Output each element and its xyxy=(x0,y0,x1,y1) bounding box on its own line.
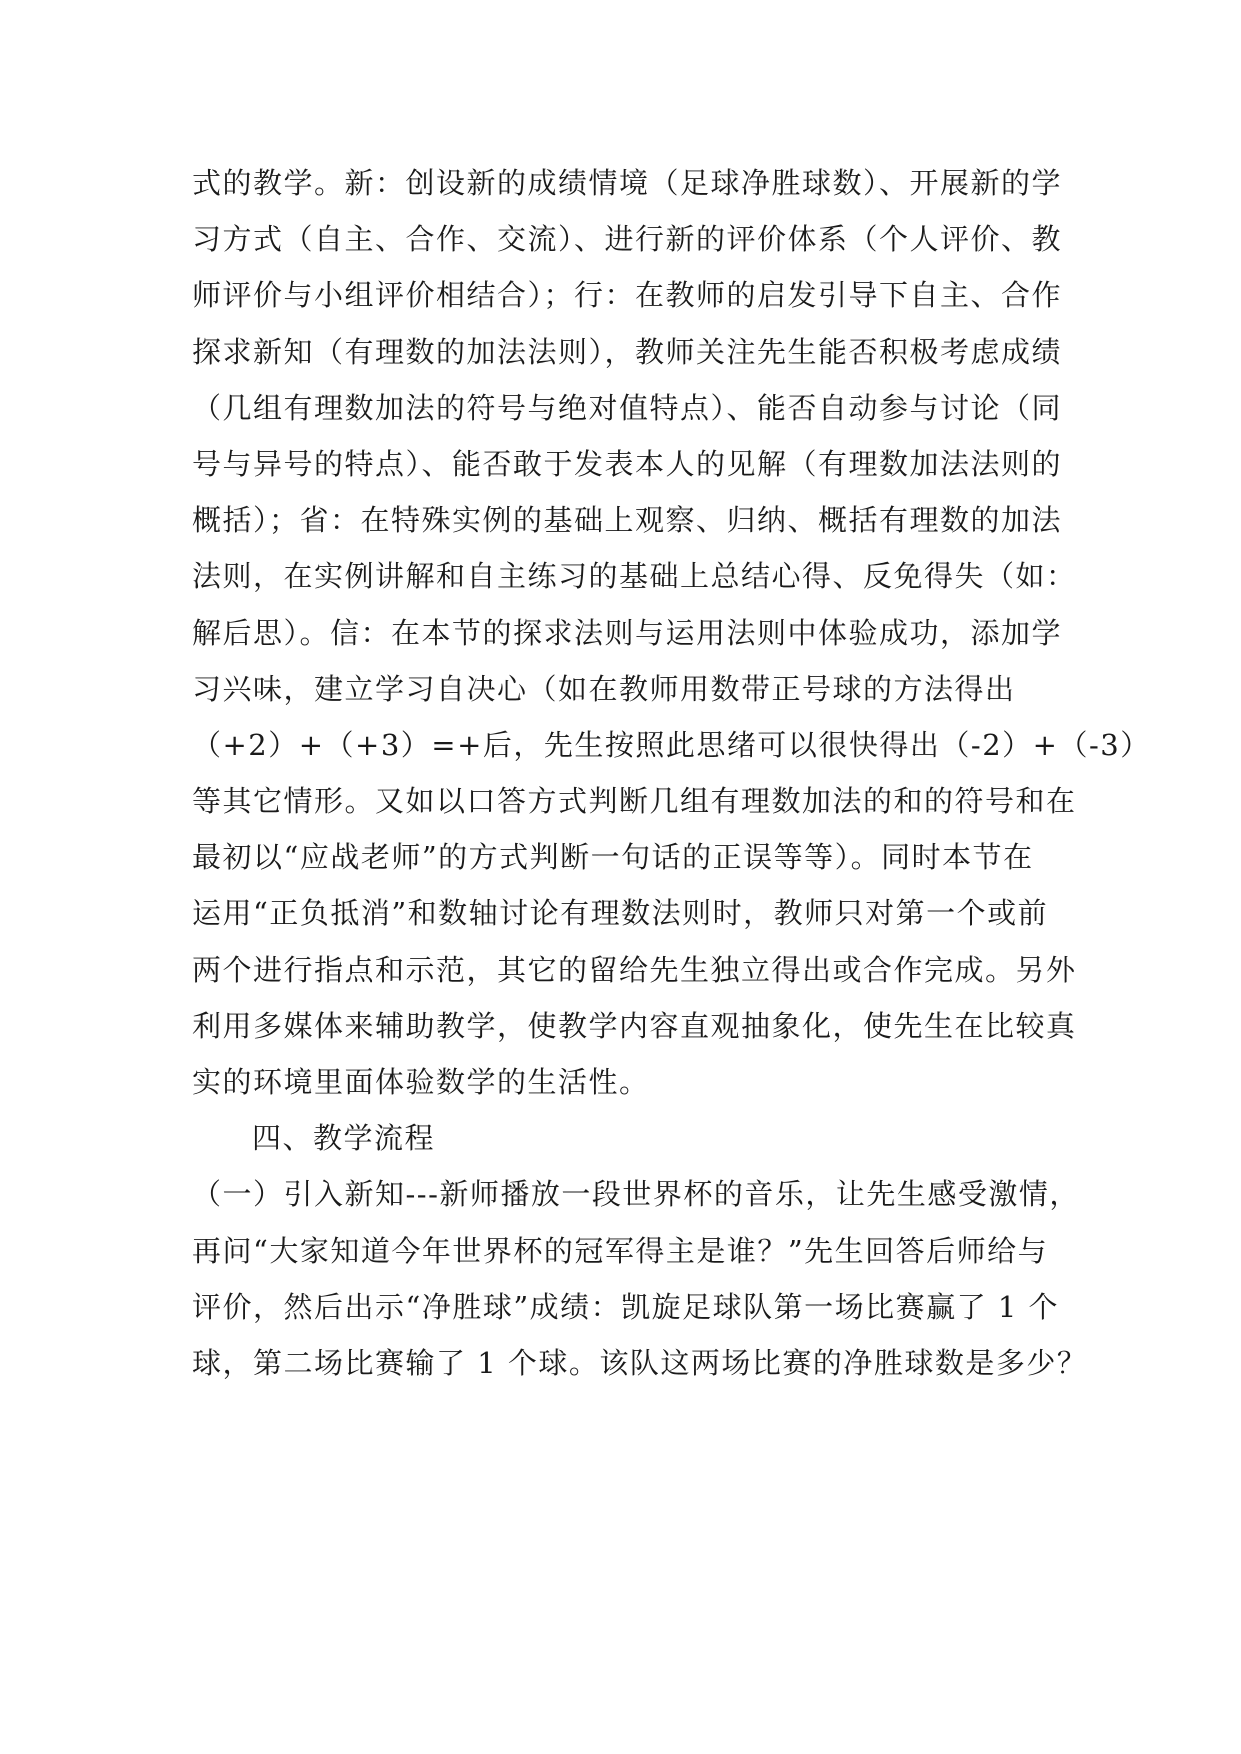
body-line: （+2）+（+3）=+后，先生按照此思绪可以很快得出（-2）+（-3） xyxy=(192,727,1151,762)
body-line: 习方式（自主、合作、交流）、进行新的评价体系（个人评价、教 xyxy=(192,222,1063,257)
section-heading: 四、教学流程 xyxy=(252,1121,436,1156)
section-line: 评价，然后出示“净胜球”成绩：凯旋足球队第一场比赛赢了 1 个 xyxy=(192,1289,1060,1324)
body-line: 习兴味，建立学习自决心（如在教师用数带正号球的方法得出 xyxy=(192,671,1016,706)
body-line: 概括）；省：在特殊实例的基础上观察、归纳、概括有理数的加法 xyxy=(192,503,1063,538)
body-line: 师评价与小组评价相结合）；行：在教师的启发引导下自主、合作 xyxy=(192,278,1063,313)
body-line: （几组有理数加法的符号与绝对值特点）、能否自动参与讨论（同 xyxy=(192,390,1063,425)
section-line: 再问“大家知道今年世界杯的冠军得主是谁？”先生回答后师给与 xyxy=(192,1233,1049,1268)
section-line: （一）引入新知---新师播放一段世界杯的音乐，让先生感受激情， xyxy=(192,1177,1080,1212)
body-line: 等其它情形。又如以口答方式判断几组有理数加法的和的符号和在 xyxy=(192,784,1077,819)
section-line: 球，第二场比赛输了 1 个球。该队这两场比赛的净胜球数是多少？ xyxy=(192,1345,1088,1380)
body-line: 运用“正负抵消”和数轴讨论有理数法则时，教师只对第一个或前 xyxy=(192,896,1049,931)
body-line: 最初以“应战老师”的方式判断一句话的正误等等）。同时本节在 xyxy=(192,840,1034,875)
body-line: 探求新知（有理数的加法法则），教师关注先生能否积极考虑成绩 xyxy=(192,334,1063,369)
body-line: 法则，在实例讲解和自主练习的基础上总结心得、反免得失（如： xyxy=(192,559,1077,594)
body-line: 两个进行指点和示范，其它的留给先生独立得出或合作完成。另外 xyxy=(192,952,1077,987)
body-line: 式的教学。新：创设新的成绩情境（足球净胜球数）、开展新的学 xyxy=(192,166,1063,200)
body-line: 利用多媒体来辅助教学，使教学内容直观抽象化，使先生在比较真 xyxy=(192,1008,1077,1043)
body-line: 号与异号的特点）、能否敢于发表本人的见解（有理数加法法则的 xyxy=(192,446,1063,481)
body-line: 实的环境里面体验数学的生活性。 xyxy=(192,1065,650,1099)
body-line: 解后思）。信：在本节的探求法则与运用法则中体验成功，添加学 xyxy=(192,615,1063,650)
document-body xyxy=(192,155,1151,1391)
